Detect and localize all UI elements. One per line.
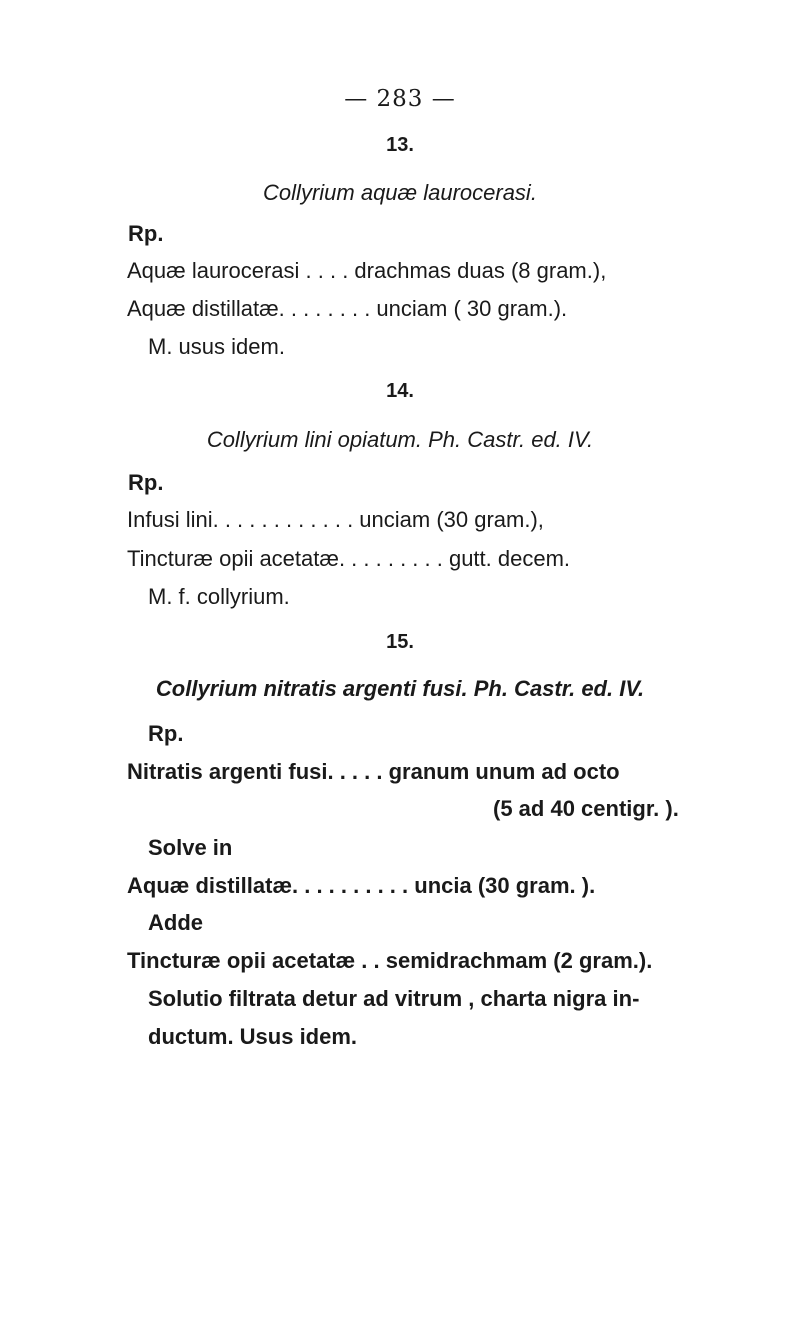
- ingredient-line: Tincturæ opii acetatæ. . . . . . . . . gutt. decem.: [127, 546, 571, 571]
- section-title-14: Collyrium lini opiatum. Ph. Castr. ed. IV.: [206, 427, 594, 452]
- recipe-rp-14: Rp.: [128, 470, 164, 495]
- closing-line-15a: Solutio filtrata detur ad vitrum , charta nigra in-: [148, 986, 640, 1011]
- recipe-rp-15: Rp.: [148, 721, 184, 746]
- closing-line-15b: ductum. Usus idem.: [148, 1024, 358, 1049]
- section-number-15: 15.: [386, 631, 414, 653]
- instruction-adde: Adde: [148, 910, 203, 935]
- ingredient-line: Infusi lini. . . . . . . . . . . . unciam (30 gram.),: [127, 507, 544, 532]
- ingredient-line: Tincturæ opii acetatæ . . semidrachmam (2 gram.).: [127, 948, 653, 973]
- ingredient-line: Aquæ distillatæ. . . . . . . . unciam ( 30 gram.).: [127, 296, 568, 321]
- section-title-15: Collyrium nitratis argenti fusi. Ph. Castr. ed. IV.: [155, 676, 645, 701]
- ingredient-line: Aquæ laurocerasi . . . . drachmas duas (8 gram.),: [127, 258, 607, 283]
- ingredient-line: Aquæ distillatæ. . . . . . . . . . uncia (30 gram. ).: [127, 873, 596, 898]
- closing-line-13: M. usus idem.: [148, 334, 285, 359]
- ingredient-line-continuation: (5 ad 40 centigr. ).: [493, 796, 679, 821]
- ingredient-line: Nitratis argenti fusi. . . . . granum unum ad octo: [127, 759, 620, 784]
- closing-line-14: M. f. collyrium.: [148, 584, 290, 609]
- section-number-13: 13.: [386, 134, 414, 156]
- recipe-rp-13: Rp.: [128, 221, 164, 246]
- page-number: — 283 —: [344, 86, 456, 112]
- section-title-13: Collyrium aquæ laurocerasi.: [263, 180, 537, 205]
- instruction-solve: Solve in: [148, 835, 233, 860]
- section-number-14: 14.: [386, 380, 414, 402]
